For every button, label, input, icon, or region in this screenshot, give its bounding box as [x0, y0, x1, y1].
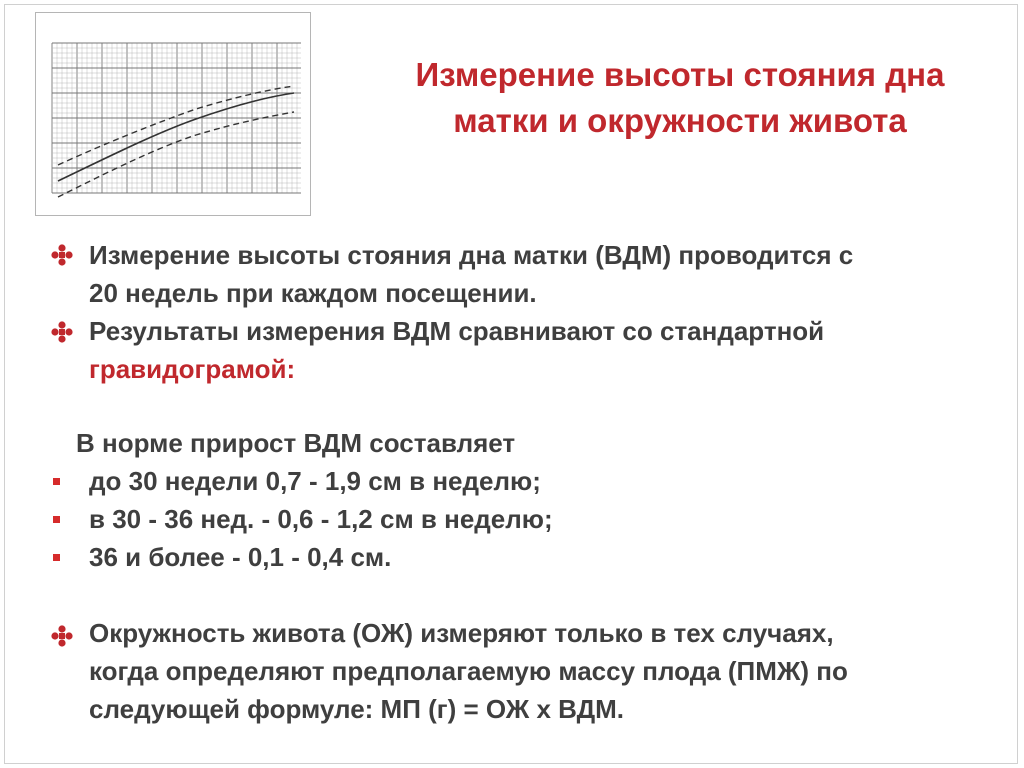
- red-square-icon: [53, 554, 60, 561]
- red-square-icon: [53, 516, 60, 523]
- paragraph-2-line-1: Результаты измерения ВДМ сравнивают со стандартной: [89, 316, 825, 346]
- title-line-1: Измерение высоты стояния дна: [415, 56, 945, 93]
- diamond-bullet-icon: [50, 243, 74, 272]
- diamond-bullet-icon: [50, 624, 74, 653]
- gravidogram-curve: [58, 112, 294, 197]
- paragraph-1-line-2: 20 недель при каждом посещении.: [89, 278, 537, 308]
- paragraph-3-line-3: следующей формуле: МП (г) = ОЖ х ВДМ.: [89, 694, 625, 724]
- paragraph-2-line-2: гравидограмой:: [89, 354, 296, 384]
- norm-heading: В норме прирост ВДМ составляет: [76, 428, 516, 458]
- diamond-bullet-icon: [50, 320, 74, 349]
- norm-item-2: в 30 - 36 нед. - 0,6 - 1,2 см в неделю;: [89, 504, 553, 534]
- red-square-icon: [53, 478, 60, 485]
- paragraph-3-line-2: когда определяют предполагаемую массу плода (ПМЖ) по: [89, 656, 848, 686]
- paragraph-3-line-1: Окружность живота (ОЖ) измеряют только в тех случаях,: [89, 618, 834, 648]
- title-line-2: матки и окружности живота: [453, 102, 907, 139]
- paragraph-1-line-1: Измерение высоты стояния дна матки (ВДМ) проводится с: [89, 240, 854, 270]
- norm-item-3: 36 и более - 0,1 - 0,4 см.: [89, 542, 392, 572]
- page-title: [345, 52, 1015, 144]
- gravidogram-image: [35, 12, 311, 216]
- norm-item-1: до 30 недели 0,7 - 1,9 см в неделю;: [89, 466, 541, 496]
- gravidogram-graph: [36, 13, 312, 217]
